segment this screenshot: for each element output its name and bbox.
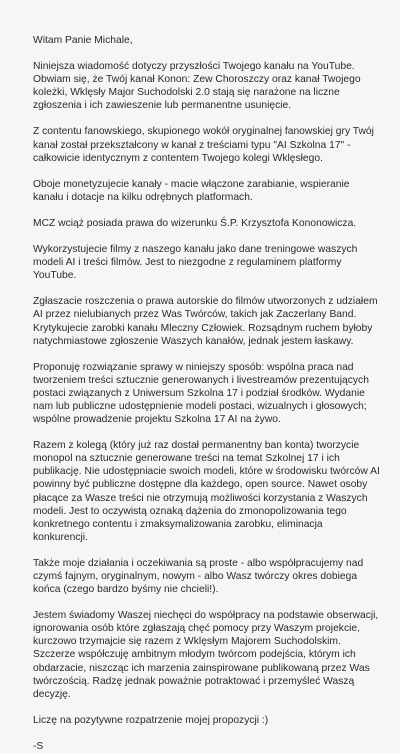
letter-paragraph: Także moje działania i oczekiwania są proste - albo współpracujemy nad czymś fajnym, oryginalnym, nowym - albo Wasz twórczy okres dobiega końca (czego bardzo byśmy nie chcieli!). (33, 557, 364, 596)
letter-paragraph: Oboje monetyzujecie kanały - macie włączone zarabianie, wspieranie kanału i dotacje na kilku odrębnych platformach. (33, 178, 350, 203)
letter-signature: -S (33, 740, 44, 752)
letter-paragraph: Proponuję rozwiązanie sprawy w niniejszy sposób: wspólna praca nad tworzeniem treści sztucznie generowanych i livestreamów prezentujących postaci związanych z Uniwersum Szkolna 17 i podział środków. Wydanie nam lub publiczne udostępnienie modeli postaci, wizualnych i głosowych; wspólne prowadzenie projektu Szkolna 17 AI na żywo. (33, 361, 369, 426)
letter-greeting: Witam Panie Michale, (33, 35, 133, 46)
letter-paragraph: MCZ wciąż posiada prawa do wizerunku Ś.P. Krzysztofa Kononowicza. (33, 217, 357, 229)
letter-paragraph: Zgłaszacie roszczenia o prawa autorskie do filmów utworzonych z udziałem AI przez nielubianych przez Was Twórców, takich jak Zaczerlany Band. Krytykujecie zarobki kanału Mleczny Człowiek. Rozsądnym ruchem byłoby natychmiastowe zgłoszenie Waszych kanałów, jednak jestem łaskawy. (33, 296, 378, 347)
letter-paragraph: Razem z kolegą (który już raz dostał permanentny ban konta) tworzycie monopol na sztucznie generowane treści na temat Szkolnej 17 i ich publikację. Nie udostępniacie swoich modeli, które w środowisku twórców AI powinny być publiczne dostępne dla każdego, open source. Nawet osoby płacące za Wasze treści nie otrzymują możliwości korzystania z Waszych modeli. Jest to oczywistą oznaką dążenia do zmonopolizowania tego konkretnego contentu i zmaksymalizowania zarobku, eliminacja konkurencji. (33, 440, 380, 543)
letter-paragraph: Niniejsza wiadomość dotyczy przyszłości Twojego kanału na YouTube. Obwiam się, że Twój kanał Konon: Zew Choroszczy oraz kanał Twojego kolеżki, Wklęsły Major Suchodolski 2.0 stają się narażone na liczne zgłoszenia i ich zawieszenie lub permanentne usunięcie. (33, 61, 361, 112)
letter-paragraph: Z contentu fanowskiego, skupionego wokół oryginalnej fanowskiej gry Twój kanał został przekształcony w kanał z treściami typu "AI Szkolna 17" - całkowicie identycznym z contentem Twojego kolegi Wklęsłego. (33, 126, 374, 164)
letter-paragraph: Liczę na pozytywne rozpatrzenie mojej propozycji :) (33, 714, 269, 726)
letter-paragraph: Wykorzystujecie filmy z naszego kanału jako dane treningowe waszych modeli AI i treści filmów. Jest to niezgodne z regulaminem platformy YouTube. (33, 244, 358, 282)
letter-paragraph: Jestem świadomy Waszej niechęci do współpracy na podstawie obserwacji, ignorowania osób które zgłaszają chęć pomocy przy Waszym projekcie, kurczowo trzymajcie się razem z Wklęsłym Majorem Suchodolskim. Szczerze współczuję ambitnym młodym twórcom podejścia, którym ich obdarzacie, niszcząc ich marzenia zainspirowane publikowaną przez Was twórczością. Radzę jednak poważnie potraktować i przemyśleć Waszą decyzję. (33, 610, 379, 700)
